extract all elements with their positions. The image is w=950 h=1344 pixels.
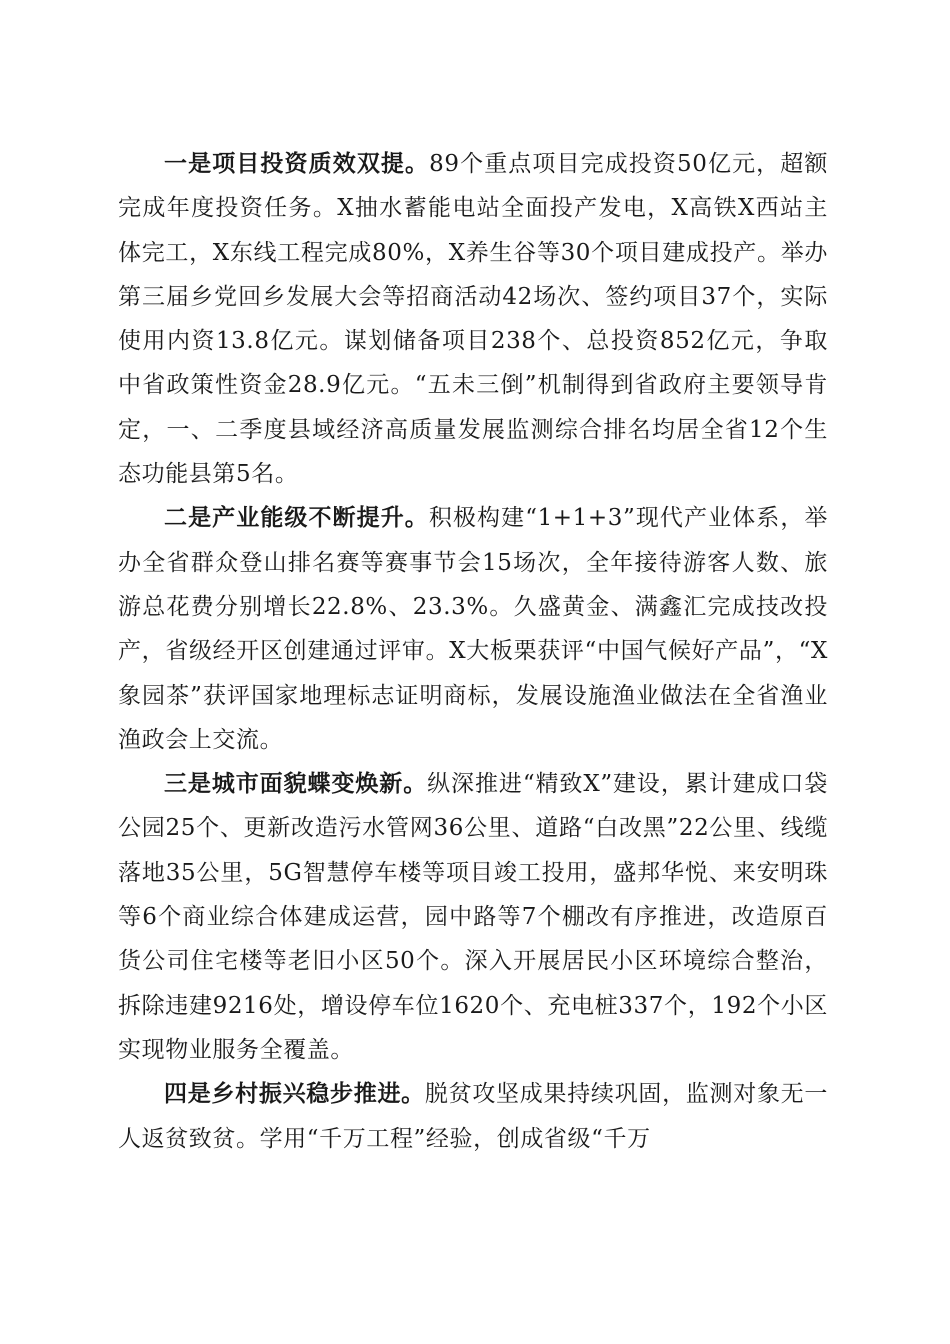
- paragraph-text: 89个重点项目完成投资50亿元，超额完成年度投资任务。X抽水蓄能电站全面投产发电，X高铁X西站主体完工，X东线工程完成80%，X养生谷等30个项目建成投产。举办第三届乡党回乡发展大会等招商活动42场次、签约项目37个，实际使用内资13.8亿元。谋划储备项目238个、总投资852亿元，争取中省政策性资金28.9亿元。“五未三倒”机制得到省政府主要领导肯定，一、二季度县域经济高质量发展监测综合排名均居全省12个生态功能县第5名。: [118, 151, 828, 488]
- paragraph-rural-revitalization: [118, 1072, 828, 1161]
- paragraph-project-investment: [118, 142, 828, 496]
- document-body: [118, 142, 828, 1161]
- paragraph-lead: 三是城市面貌蝶变焕新。: [164, 770, 428, 798]
- paragraph-city-appearance: [118, 762, 828, 1072]
- paragraph-text: 脱贫攻坚成果持续巩固，监测对象无一人返贫致贫。学用“千万工程”经验，创成省级“千万: [118, 1081, 828, 1152]
- paragraph-lead: 一是项目投资质效双提。: [164, 150, 430, 177]
- paragraph-text: 纵深推进“精致X”建设，累计建成口袋公园25个、更新改造污水管网36公里、道路“白改黑”22公里、线缆落地35公里，5G智慧停车楼等项目竣工投用，盛邦华悦、来安明珠等6个商业综合体建成运营，园中路等7个棚改有序推进，改造原百货公司住宅楼等老旧小区50个。深入开展居民小区环境综合整治，拆除违建9216处，增设停车位1620个、充电桩337个，192个小区实现物业服务全覆盖。: [118, 771, 828, 1063]
- paragraph-lead: 四是乡村振兴稳步推进。: [164, 1080, 425, 1108]
- paragraph-lead: 二是产业能级不断提升。: [164, 504, 429, 532]
- paragraph-text: 积极构建“1+1+3”现代产业体系，举办全省群众登山排名赛等赛事节会15场次，全年接待游客人数、旅游总花费分别增长22.8%、23.3%。久盛黄金、满鑫汇完成技改投产，省级经开区创建通过评审。X大板栗获评“中国气候好产品”，“X象园茶”获评国家地理标志证明商标，发展设施渔业做法在全省渔业渔政会上交流。: [118, 505, 829, 753]
- paragraph-industry-level: [118, 496, 828, 762]
